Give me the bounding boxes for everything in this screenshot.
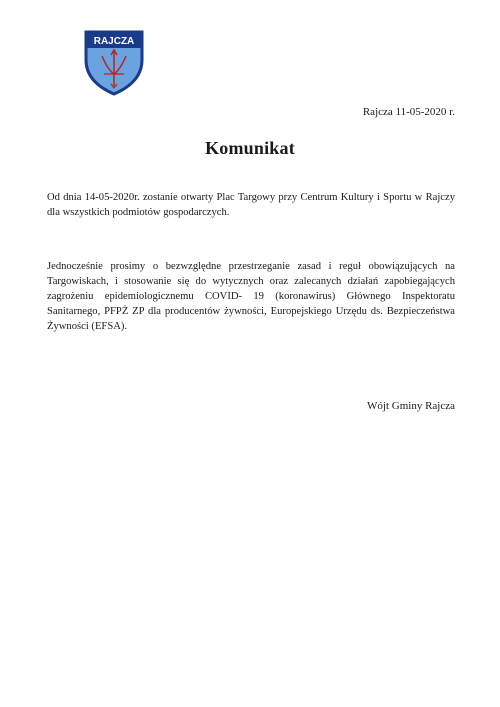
logo-text: RAJCZA — [93, 36, 135, 47]
signature: Wójt Gminy Rajcza — [367, 400, 455, 412]
paragraph-safety-guidelines: Jednocześnie prosimy o bezwzględne przestrzeganie zasad i reguł obowiązujących na Targowiskach, i stosowanie się do wytycznych oraz zalecanych działań zapobiegających zagrożeniu epidemiologicznemu COVID- 19 (koronawirus) Głównego Inspektoratu Sanitarnego, PFPŻ ZP dla producentów żywności, Europejskiego Urzędu ds. Bezpieczeństwa Żywności (EFSA). — [47, 261, 455, 332]
rajcza-coat-of-arms-logo — [78, 26, 150, 98]
document-date: Rajcza 11-05-2020 r. — [362, 106, 455, 118]
paragraph-opening-announcement: Od dnia 14-05-2020r. zostanie otwarty Plac Targowy przy Centrum Kultury i Sportu w Rajczy dla wszystkich podmiotów gospodarczych. — [47, 192, 455, 218]
coat-of-arms-icon — [78, 26, 150, 98]
document-title: Komunikat — [205, 138, 295, 158]
